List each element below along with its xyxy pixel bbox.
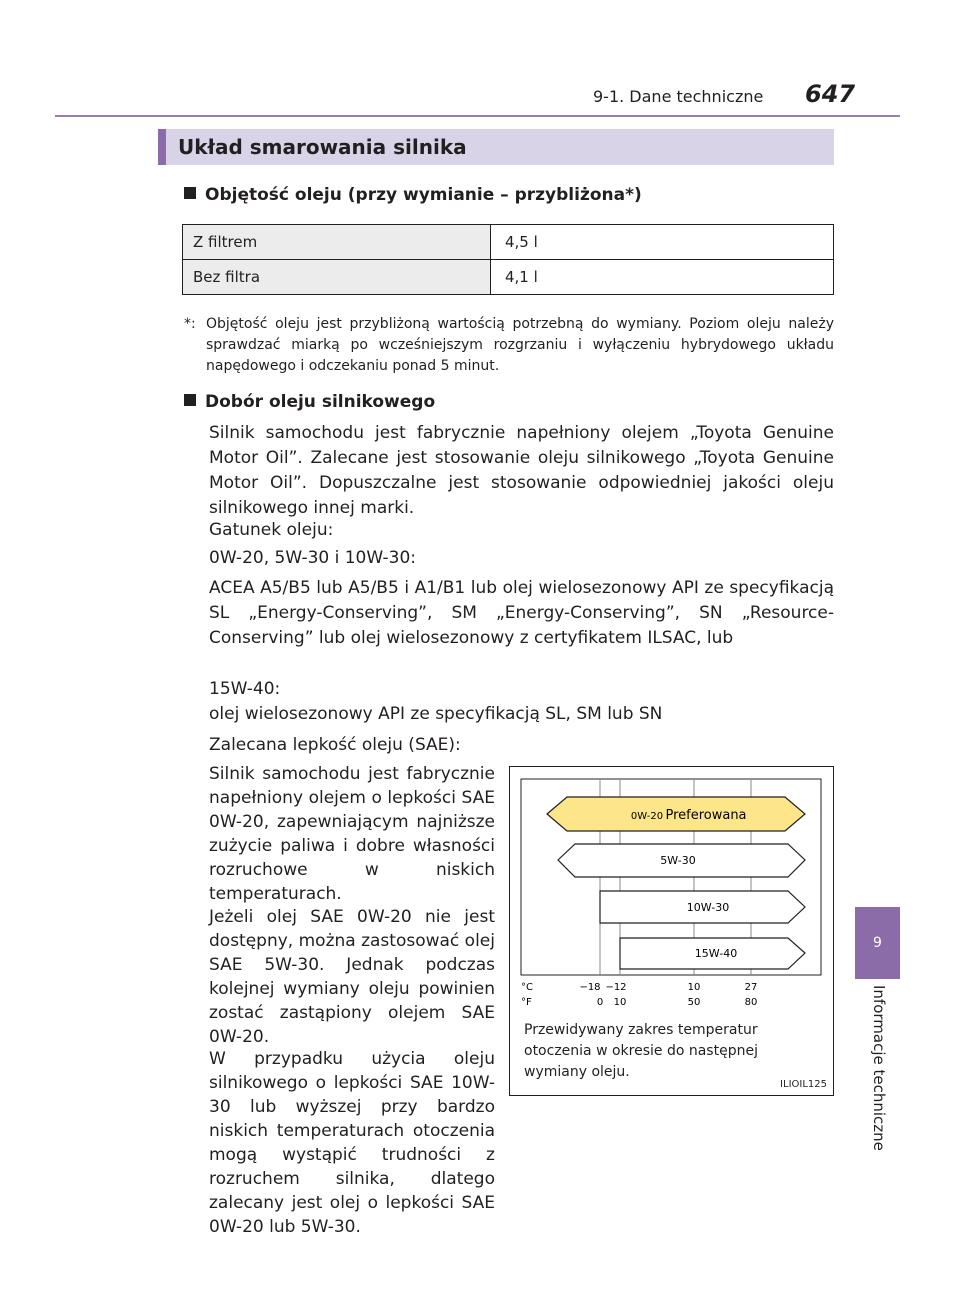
- square-bullet-icon: [184, 187, 196, 199]
- tick-label-f: 10: [613, 997, 627, 1008]
- tick-label-f: 0: [596, 997, 604, 1008]
- viscosity-chart: [509, 766, 834, 1096]
- bar-0w20-grade: 0W-20: [630, 811, 664, 822]
- paragraph-alternative-oil: Jeżeli olej SAE 0W-20 nie jest dostępny, można zastosować olej SAE 5W-30. Jednak podczas kolejnej wymiany oleju powinien zostać zastąpiony olejem SAE 0W-20.: [209, 907, 495, 1047]
- table-row: [183, 225, 834, 260]
- header-divider: [55, 115, 900, 117]
- paragraph-cold-warning: W przypadku użycia oleju silnikowego o lepkości SAE 10W-30 lub wyższej przy bardzo niskich temperaturach otoczenia mogą wystąpić trudności z rozruchem silnika, dlatego zalecany jest olej o lepkości SAE 0W-20 lub 5W-30.: [209, 1049, 495, 1237]
- axis-unit-celsius: °C: [521, 982, 533, 993]
- table-cell-value: 4,1 l: [491, 260, 834, 295]
- paragraph-grades-1: 0W-20, 5W-30 i 10W-30:: [209, 548, 416, 568]
- chapter-label: Informacje techniczne: [870, 985, 888, 1151]
- bar-10w30-label: 10W-30: [686, 901, 730, 914]
- paragraph-oil-grade-label: Gatunek oleju:: [209, 520, 334, 540]
- paragraph-intro: Silnik samochodu jest fabrycznie napełniony olejem „Toyota Genuine Motor Oil”. Zalecane jest stosowanie oleju silnikowego „Toyota Genuine Motor Oil”. Dopuszczalne jest stosowanie odpowiedniej jakości oleju silnikowego innej marki.: [209, 423, 834, 518]
- table-row: [183, 260, 834, 295]
- figure-caption: Przewidywany zakres temperatur otoczenia w okresie do następnej wymiany oleju.: [524, 1022, 758, 1080]
- table-cell-label: Bez filtra: [183, 260, 491, 295]
- capacity-heading-text: Objętość oleju (przy wymianie – przybliżona*): [205, 185, 642, 205]
- tick-label-c: −18: [579, 982, 601, 993]
- bar-0w20-note: Preferowana: [665, 808, 747, 823]
- paragraph-viscosity-label: Zalecana lepkość oleju (SAE):: [209, 735, 461, 755]
- selection-heading: [184, 392, 435, 412]
- tick-label-f: 80: [744, 997, 758, 1008]
- axis-unit-fahrenheit: °F: [521, 997, 532, 1008]
- page-number: 647: [805, 80, 856, 108]
- capacity-footnote: [184, 314, 834, 377]
- paragraph-factory-oil: Silnik samochodu jest fabrycznie napełniony olejem o lepkości SAE 0W-20, zapewniającym najniższe zużycie paliwa i dobre własności rozruchowe w niskich temperaturach.: [209, 764, 495, 904]
- bar-15w40-label: 15W-40: [694, 947, 738, 960]
- footnote-text: Objętość oleju jest przybliżoną wartością potrzebną do wymiany. Poziom oleju należy sprawdzać miarką po wcześniejszym rozgrzaniu i wyłączeniu hybrydowego układu napędowego i odczekaniu ponad 5 minut.: [206, 316, 834, 374]
- footnote-mark: *:: [184, 316, 196, 332]
- oil-capacity-table: [182, 224, 834, 295]
- figure-code: ILIOIL125: [780, 1079, 827, 1090]
- paragraph-grades-2: 15W-40:: [209, 679, 281, 699]
- square-bullet-icon: [184, 394, 196, 406]
- section-title: Układ smarowania silnika: [158, 129, 834, 165]
- bar-5w30-label: 5W-30: [660, 854, 696, 867]
- paragraph-spec-1: ACEA A5/B5 lub A5/B5 i A1/B1 lub olej wielosezonowy API ze specyfikacją SL „Energy-Conserving”, SM „Energy-Conserving”, SN „Resource-Conserving” lub olej wielosezonowy z certyfikatem ILSAC, lub: [209, 578, 834, 648]
- selection-heading-text: Dobór oleju silnikowego: [205, 392, 436, 412]
- table-cell-value: 4,5 l: [491, 225, 834, 260]
- table-cell-label: Z filtrem: [183, 225, 491, 260]
- tick-label-f: 50: [687, 997, 701, 1008]
- tick-label-c: −12: [605, 982, 627, 993]
- chapter-tab[interactable]: 9: [855, 907, 900, 979]
- capacity-heading: [184, 185, 642, 205]
- header-section-title: 9-1. Dane techniczne: [593, 87, 764, 106]
- paragraph-spec-2: olej wielosezonowy API ze specyfikacją SL, SM lub SN: [209, 704, 663, 724]
- tick-label-c: 10: [687, 982, 701, 993]
- tick-label-c: 27: [744, 982, 758, 993]
